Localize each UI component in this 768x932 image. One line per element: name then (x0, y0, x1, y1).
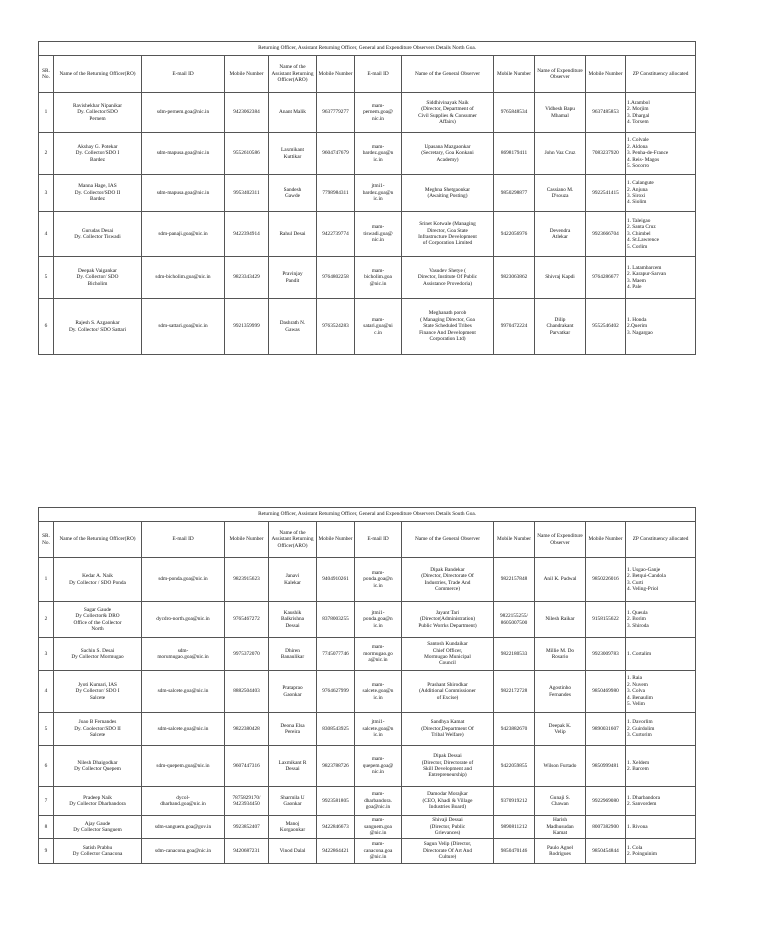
mobile-cell: 9823915623 (225, 558, 269, 602)
email-cell: sdm-salcete.goa@nic.in (142, 713, 225, 746)
table-row (39, 816, 696, 839)
table-row (39, 93, 696, 133)
sr-no-cell: 3 (39, 175, 54, 212)
expenditure-observer-cell: Devendra Atlekar (535, 212, 586, 257)
expenditure-observer-cell: Agostinho Fernandes (535, 671, 586, 713)
zp-constituency-cell: 1. Xeldem 2. Barcem (626, 746, 696, 787)
go-mobile-cell: 9890811212 (494, 816, 535, 839)
aro-email-cell: mam- canacona.goa @nic.in (355, 839, 402, 864)
email-cell: sdm-mapusa.goa@nic.in (142, 175, 225, 212)
aro-email-cell: mam- sanguem.goa @nic.in (355, 816, 402, 839)
eo-mobile-cell: 9923009783 (586, 638, 626, 671)
sr-no-cell: 2 (39, 602, 54, 638)
expenditure-observer-cell: Deepak K. Velip (535, 713, 586, 746)
aro-email-cell: mam- salcete.goa@n ic.in (355, 671, 402, 713)
aro-mobile-cell: 8308543925 (317, 713, 355, 746)
header-go-mobile: Mobile Number (494, 56, 535, 93)
email-cell: sdm-quepem.goa@nic.in (142, 746, 225, 787)
returning-officer-cell: Satish Prabhu Dy Collector Canacona (54, 839, 142, 864)
general-observer-cell: Prashant Shirodkar (Additional Commissioner of Excise) (402, 671, 494, 713)
email-cell: dycdro-north.goa@nic.in (142, 602, 225, 638)
expenditure-observer-cell: John Vaz Cruz (535, 133, 586, 175)
aro-mobile-cell: 9422739774 (317, 212, 355, 257)
returning-officer-cell: Nilesh Dhaigodkar Dy Collector Quepem (54, 746, 142, 787)
aro-mobile-cell: 7798984311 (317, 175, 355, 212)
general-observer-cell: Meghna Shetgaonkar (Awaiting Posting) (402, 175, 494, 212)
go-mobile-cell: 9422059855 (494, 746, 535, 787)
header-aro-email: E-mail ID (355, 56, 402, 93)
go-mobile-cell: 9822155255/ 8605007500 (494, 602, 535, 638)
eo-mobile-cell: 9637485853 (586, 93, 626, 133)
aro-mobile-cell: 8378003255 (317, 602, 355, 638)
go-mobile-cell: 9850470146 (494, 839, 535, 864)
expenditure-observer-cell: Nilesh Raikar (535, 602, 586, 638)
eo-mobile-cell: 9890031607 (586, 713, 626, 746)
aro-name-cell: Sandesh Gawde (269, 175, 317, 212)
go-mobile-cell: 8698179411 (494, 133, 535, 175)
table-row (39, 558, 696, 602)
header-general-observer: Name of the General Observer (402, 522, 494, 558)
mobile-cell: 9975372070 (225, 638, 269, 671)
header-sr-no: SR. No. (39, 522, 54, 558)
zp-constituency-cell: 1. Calangute 2. Anjuna 3. Siroxi 4. Siolim (626, 175, 696, 212)
go-mobile-cell: 9970472224 (494, 299, 535, 355)
mobile-cell: 9822380428 (225, 713, 269, 746)
go-mobile-cell: 9370919212 (494, 787, 535, 816)
aro-mobile-cell: 9422864421 (317, 839, 355, 864)
north-table-body (39, 42, 696, 355)
zp-constituency-cell: 1. Colvale 2. Aldona 3. Penha-de-France 4. Reis- Magos 5. Socorro (626, 133, 696, 175)
go-mobile-cell: 9423882670 (494, 713, 535, 746)
expenditure-observer-cell: Cassiano M. D'souza (535, 175, 586, 212)
aro-name-cell: Laxmikant Kuttikar (269, 133, 317, 175)
north-table-title: Returning Officer, Assistant Returning Officer, General and Expenditure Observers Details North Goa. (39, 42, 696, 56)
sr-no-cell: 1 (39, 558, 54, 602)
mobile-cell: 9953402311 (225, 175, 269, 212)
header-go-mobile: Mobile Number (494, 522, 535, 558)
zp-constituency-cell: 1. Davorlim 2. Guirdolim 3. Curtorim (626, 713, 696, 746)
sr-no-cell: 5 (39, 257, 54, 299)
header-ro-name: Name of the Returning Officer(RO) (54, 56, 142, 93)
aro-email-cell: jtmi1- salcete.goa@n ic.in (355, 713, 402, 746)
returning-officer-cell: Jyoti Kumari, IAS Dy Collector/ SDO I Salcete (54, 671, 142, 713)
aro-mobile-cell: 9923581805 (317, 787, 355, 816)
returning-officer-cell: Ajay Gaude Dy Collector Sanguem (54, 816, 142, 839)
general-observer-cell: Upasana Mazgaonkar (Secretary, Goa Konkani Academy) (402, 133, 494, 175)
go-mobile-cell: 9822157848 (494, 558, 535, 602)
email-cell: sdm- morumugao.goa@nic.in (142, 638, 225, 671)
zp-constituency-cell: 1. Queula 2. Borim 3. Shiroda (626, 602, 696, 638)
email-cell: dycol- dharband.goa@nic.in (142, 787, 225, 816)
header-aro-email: E-mail ID (355, 522, 402, 558)
sr-no-cell: 5 (39, 713, 54, 746)
eo-mobile-cell: 8007382900 (586, 816, 626, 839)
aro-email-cell: mam- bicholim.goa @nic.in (355, 257, 402, 299)
email-cell: sdm-pernem.goa@nic.in (142, 93, 225, 133)
header-expenditure-observer: Name of Expenditure Observer (535, 56, 586, 93)
expenditure-observer-cell: Anil K. Padwal (535, 558, 586, 602)
aro-name-cell: Dashrath N. Gawas (269, 299, 317, 355)
zp-constituency-cell: 1.Arambol 2. Morjim 3. Dhargal 4. Torxem (626, 93, 696, 133)
mobile-cell: 9607447316 (225, 746, 269, 787)
mobile-cell: 7875829170/ 9423934450 (225, 787, 269, 816)
mobile-cell: 9921359999 (225, 299, 269, 355)
mobile-cell: 9923852407 (225, 816, 269, 839)
zp-constituency-cell: 1. Cortalim (626, 638, 696, 671)
expenditure-observer-cell: Harish Madhusudan Kamat (535, 816, 586, 839)
header-mobile: Mobile Number (225, 522, 269, 558)
email-cell: sdm-sanguem.goa@gov.in (142, 816, 225, 839)
table-row (39, 638, 696, 671)
eo-mobile-cell: 9850226016 (586, 558, 626, 602)
aro-name-cell: Pravinjay Pandit (269, 257, 317, 299)
aro-name-cell: Deona Elsa Pereira (269, 713, 317, 746)
aro-name-cell: Sharmila U Gaonkar (269, 787, 317, 816)
eo-mobile-cell: 9922541415 (586, 175, 626, 212)
header-eo-mobile: Mobile Number (586, 56, 626, 93)
expenditure-observer-cell: Shivraj Kapdi (535, 257, 586, 299)
south-table-title: Returning Officer, Assistant Returning Officer, General and Expenditure Observers Details South Goa. (39, 508, 696, 522)
header-aro-name: Name of the Assistant Returning Officer(ARO) (269, 522, 317, 558)
header-ro-name: Name of the Returning Officer(RO) (54, 522, 142, 558)
aro-email-cell: jtmi1- ponda.goa@n ic.in (355, 602, 402, 638)
general-observer-cell: Dipak Dessai (Director, Directorate of Skill Development and Entrepreneurship) (402, 746, 494, 787)
general-observer-cell: Vasudev Shetye ( Director, Institute Of Public Assistance Provedoria) (402, 257, 494, 299)
aro-name-cell: Vinod Dalal (269, 839, 317, 864)
go-mobile-cell: 9822172728 (494, 671, 535, 713)
header-eo-mobile: Mobile Number (586, 522, 626, 558)
returning-officer-cell: Rajesh S. Azgaonkar Dy. Collector/ SDO Sattari (54, 299, 142, 355)
go-mobile-cell: 9422056976 (494, 212, 535, 257)
sr-no-cell: 6 (39, 746, 54, 787)
returning-officer-cell: Kedar A. Naik Dy Collector / SDO Ponda (54, 558, 142, 602)
sr-no-cell: 8 (39, 816, 54, 839)
go-mobile-cell: 9850298877 (494, 175, 535, 212)
general-observer-cell: Jayant Tari (Director(Administration) Public Worrks Department) (402, 602, 494, 638)
eo-mobile-cell: 9923666704 (586, 212, 626, 257)
zp-constituency-cell: 1. Cola 2. Poinguinim (626, 839, 696, 864)
aro-mobile-cell: 9763524283 (317, 299, 355, 355)
zp-constituency-cell: 1. Raia 2. Nuvem 3. Colva 4. Benaulim 5. Velim (626, 671, 696, 713)
returning-officer-cell: Joao B Fernandes Dy. Coolector/SDO II Salcete (54, 713, 142, 746)
expenditure-observer-cell: Dilip Chandrakant Parvatkar (535, 299, 586, 355)
sr-no-cell: 3 (39, 638, 54, 671)
mobile-cell: 9823343429 (225, 257, 269, 299)
aro-email-cell: jtmi1- bardez.goa@n ic.in (355, 175, 402, 212)
eo-mobile-cell: 9764286677 (586, 257, 626, 299)
south-header-row (39, 522, 696, 558)
aro-mobile-cell: 9422846673 (317, 816, 355, 839)
zp-constituency-cell: 1. Honda 2.Querim 3. Nagargao (626, 299, 696, 355)
aro-mobile-cell: 9764802258 (317, 257, 355, 299)
email-cell: sdm-mapusa.goa@nic.in (142, 133, 225, 175)
aro-name-cell: Manoj Korgaonkar (269, 816, 317, 839)
aro-email-cell: mam- dharbandora. goa@nic.in (355, 787, 402, 816)
table-row (39, 746, 696, 787)
returning-officer-cell: Gurudas Desai Dy. Collector Tiswadi (54, 212, 142, 257)
table-row (39, 839, 696, 864)
email-cell: sdm-bicholim.goa@nic.in (142, 257, 225, 299)
expenditure-observer-cell: Vidhesh Bapu Mhamal (535, 93, 586, 133)
aro-email-cell: mam- pernem.goa@ nic.in (355, 93, 402, 133)
aro-name-cell: Dhiren Banaulikar (269, 638, 317, 671)
aro-email-cell: mam- mormugao.go a@nic.in (355, 638, 402, 671)
sr-no-cell: 7 (39, 787, 54, 816)
aro-name-cell: Prataprao Gaonkar (269, 671, 317, 713)
mobile-cell: 9420687231 (225, 839, 269, 864)
header-sr-no: SR. No. (39, 56, 54, 93)
returning-officer-cell: Ravishekhar Nipanikar Dy. Collector/SDO Pernem (54, 93, 142, 133)
south-goa-table (38, 507, 696, 864)
go-mobile-cell: 9765848534 (494, 93, 535, 133)
aro-mobile-cell: 9823788726 (317, 746, 355, 787)
general-observer-cell: Shivaji Dessai (Director, Public Grievances) (402, 816, 494, 839)
mobile-cell: 8882504403 (225, 671, 269, 713)
aro-name-cell: Kaushik Balkrishna Dessai (269, 602, 317, 638)
table-row (39, 299, 696, 355)
email-cell: sdm-panaji.goa@nic.in (142, 212, 225, 257)
aro-name-cell: Laxmikant R Dessai (269, 746, 317, 787)
mobile-cell: 9552610586 (225, 133, 269, 175)
table-row (39, 212, 696, 257)
aro-email-cell: mam- bardez.goa@n ic.in (355, 133, 402, 175)
aro-name-cell: Rahul Desai (269, 212, 317, 257)
header-mobile: Mobile Number (225, 56, 269, 93)
south-table-body (39, 508, 696, 864)
returning-officer-cell: Pradeep Naik Dy Collector Dharbandora (54, 787, 142, 816)
zp-constituency-cell: 1. Dharbandora 2. Sanvordem (626, 787, 696, 816)
general-observer-cell: Srinet Kotwale (Managing Director, Goa State Infrastructure Development of Corporation Limited (402, 212, 494, 257)
returning-officer-cell: Deepak Vaigankar Dy. Collector/ SDO Bicholim (54, 257, 142, 299)
table-row (39, 175, 696, 212)
table-row (39, 713, 696, 746)
aro-mobile-cell: 7745077746 (317, 638, 355, 671)
eo-mobile-cell: 9850999481 (586, 746, 626, 787)
aro-email-cell: mam- tiswadi.goa@ nic.in (355, 212, 402, 257)
sr-no-cell: 4 (39, 212, 54, 257)
zp-constituency-cell: 1. Usgao-Ganje 2. Betqui-Candola 3. Curti 4. Veling-Priol (626, 558, 696, 602)
eo-mobile-cell: 9922969080 (586, 787, 626, 816)
general-observer-cell: Damodar Morajkar (CEO, Khadi & Village Industries Board) (402, 787, 494, 816)
eo-mobile-cell: 9158155622 (586, 602, 626, 638)
email-cell: sdm-salcete.goa@nic.in (142, 671, 225, 713)
go-mobile-cell: 9823063862 (494, 257, 535, 299)
email-cell: sdm-ponda.goa@nic.in (142, 558, 225, 602)
mobile-cell: 9765467272 (225, 602, 269, 638)
sr-no-cell: 1 (39, 93, 54, 133)
general-observer-cell: Meghanath porob ( Managing Director, Goa State Scheduled Tribes Finance And Development Corporation Ltd) (402, 299, 494, 355)
sr-no-cell: 9 (39, 839, 54, 864)
header-expenditure-observer: Name of Expenditure Observer (535, 522, 586, 558)
table-row (39, 671, 696, 713)
header-zp-constituency: ZP Constituency allocated (626, 56, 696, 93)
sr-no-cell: 2 (39, 133, 54, 175)
aro-email-cell: mam- quepem.goa@ nic.in (355, 746, 402, 787)
table-row (39, 602, 696, 638)
eo-mobile-cell: 9552546402 (586, 299, 626, 355)
table-row (39, 133, 696, 175)
zp-constituency-cell: 1. Latambarcem 2. Karapur-Sarvan 3. Maem 4. Pale (626, 257, 696, 299)
table-row (39, 257, 696, 299)
sr-no-cell: 4 (39, 671, 54, 713)
returning-officer-cell: Sagar Gaude Dy Collector& DRO Office of the Collector North (54, 602, 142, 638)
aro-mobile-cell: 9637779277 (317, 93, 355, 133)
aro-name-cell: Janavi Kalekar (269, 558, 317, 602)
aro-mobile-cell: 9764627999 (317, 671, 355, 713)
mobile-cell: 9422394914 (225, 212, 269, 257)
general-observer-cell: Siddhivinayak Naik (Director, Department of Civil Supplies & Consumer Affairs) (402, 93, 494, 133)
zp-constituency-cell: 1. Rivona (626, 816, 696, 839)
eo-mobile-cell: 9850469980 (586, 671, 626, 713)
returning-officer-cell: Sachin S. Desai Dy Collector Mormugao (54, 638, 142, 671)
expenditure-observer-cell: Wilson Furtado (535, 746, 586, 787)
aro-email-cell: mam- satari.goa@ni c.in (355, 299, 402, 355)
email-cell: sdm-canacona.goa@nic.in (142, 839, 225, 864)
general-observer-cell: Santosh Kundaikar Chief Officer, Mormugao Municipal Council (402, 638, 494, 671)
eo-mobile-cell: 9850454844 (586, 839, 626, 864)
header-aro-mobile: Mobile Number (317, 522, 355, 558)
sr-no-cell: 6 (39, 299, 54, 355)
returning-officer-cell: Akshay G. Potekar Dy. Collector/SDO I Bardez (54, 133, 142, 175)
aro-email-cell: mam- ponda.goa@n ic.in (355, 558, 402, 602)
north-header-row (39, 56, 696, 93)
expenditure-observer-cell: Gunaji S. Chawan (535, 787, 586, 816)
north-goa-table (38, 41, 696, 355)
mobile-cell: 9423062384 (225, 93, 269, 133)
eo-mobile-cell: 7083237920 (586, 133, 626, 175)
header-aro-name: Name of the Assistant Returning Officer(ARO) (269, 56, 317, 93)
expenditure-observer-cell: Millie M. Do Rosario (535, 638, 586, 671)
aro-mobile-cell: 9404910261 (317, 558, 355, 602)
general-observer-cell: Sagun Velip (Director, Directorate Of Art And Culture) (402, 839, 494, 864)
go-mobile-cell: 9822180533 (494, 638, 535, 671)
header-email: E-mail ID (142, 522, 225, 558)
header-aro-mobile: Mobile Number (317, 56, 355, 93)
returning-officer-cell: Manna Hage, IAS Dy. Collector/SDO II Bardez (54, 175, 142, 212)
general-observer-cell: Dipak Bandekar (Director, Directorate Of Industries, Trade And Commerce) (402, 558, 494, 602)
header-zp-constituency: ZP Constituency allocated (626, 522, 696, 558)
aro-name-cell: Anant Malik (269, 93, 317, 133)
expenditure-observer-cell: Paulo Agnel Rodrigues (535, 839, 586, 864)
email-cell: sdm-sattari.goa@nic.in (142, 299, 225, 355)
zp-constituency-cell: 1. Taleigao 2. Santa Cruz 3. Chimbel 4. St.Lawrence 5. Corlim (626, 212, 696, 257)
header-email: E-mail ID (142, 56, 225, 93)
aro-mobile-cell: 9604747679 (317, 133, 355, 175)
header-general-observer: Name of the General Observer (402, 56, 494, 93)
general-observer-cell: Sandhya Kamat (Director,Department Of Tribal Welfare) (402, 713, 494, 746)
table-row (39, 787, 696, 816)
